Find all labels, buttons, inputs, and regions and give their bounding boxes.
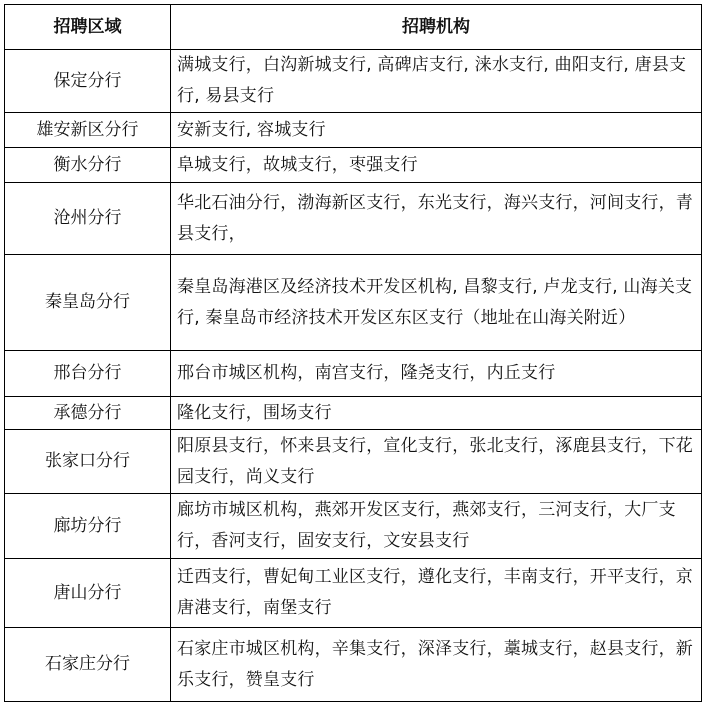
table-row <box>5 559 702 628</box>
region-cell: 秦皇岛分行 <box>5 255 171 351</box>
region-cell: 衡水分行 <box>5 148 171 183</box>
branches-cell: 秦皇岛海港区及经济技术开发区机构, 昌黎支行, 卢龙支行, 山海关支行, 秦皇岛市经济技术开发区东区支行（地址在山海关附近） <box>171 255 702 351</box>
region-cell: 保定分行 <box>5 50 171 113</box>
header-row <box>5 5 702 50</box>
table-row <box>5 351 702 397</box>
header-branches: 招聘机构 <box>171 5 702 50</box>
region-cell: 沧州分行 <box>5 183 171 255</box>
branches-cell: 安新支行, 容城支行 <box>171 113 702 148</box>
region-cell: 承德分行 <box>5 397 171 430</box>
branches-cell: 石家庄市城区机构，辛集支行，深泽支行，藁城支行，赵县支行，新乐支行，赞皇支行 <box>171 628 702 702</box>
region-cell: 廊坊分行 <box>5 494 171 559</box>
branches-cell: 隆化支行，围场支行 <box>171 397 702 430</box>
table-row <box>5 494 702 559</box>
branches-cell: 阳原县支行，怀来县支行，宣化支行，张北支行，涿鹿县支行，下花园支行，尚义支行 <box>171 430 702 494</box>
table-row <box>5 50 702 113</box>
recruitment-table <box>4 4 702 702</box>
table-row <box>5 430 702 494</box>
branches-cell: 阜城支行，故城支行，枣强支行 <box>171 148 702 183</box>
region-cell: 雄安新区分行 <box>5 113 171 148</box>
branches-cell: 迁西支行，曹妃甸工业区支行，遵化支行，丰南支行，开平支行，京唐港支行，南堡支行 <box>171 559 702 628</box>
table-row <box>5 113 702 148</box>
region-cell: 唐山分行 <box>5 559 171 628</box>
table-row <box>5 255 702 351</box>
table-row <box>5 148 702 183</box>
table-row <box>5 183 702 255</box>
table-row <box>5 628 702 702</box>
table-row <box>5 397 702 430</box>
region-cell: 邢台分行 <box>5 351 171 397</box>
region-cell: 石家庄分行 <box>5 628 171 702</box>
region-cell: 张家口分行 <box>5 430 171 494</box>
branches-cell: 邢台市城区机构，南宫支行，隆尧支行，内丘支行 <box>171 351 702 397</box>
branches-cell: 满城支行，白沟新城支行, 高碑店支行, 涞水支行, 曲阳支行, 唐县支行, 易县支行 <box>171 50 702 113</box>
branches-cell: 廊坊市城区机构，燕郊开发区支行，燕郊支行，三河支行，大厂支行，香河支行，固安支行，文安县支行 <box>171 494 702 559</box>
header-region: 招聘区域 <box>5 5 171 50</box>
branches-cell: 华北石油分行，渤海新区支行，东光支行，海兴支行，河间支行，青县支行， <box>171 183 702 255</box>
